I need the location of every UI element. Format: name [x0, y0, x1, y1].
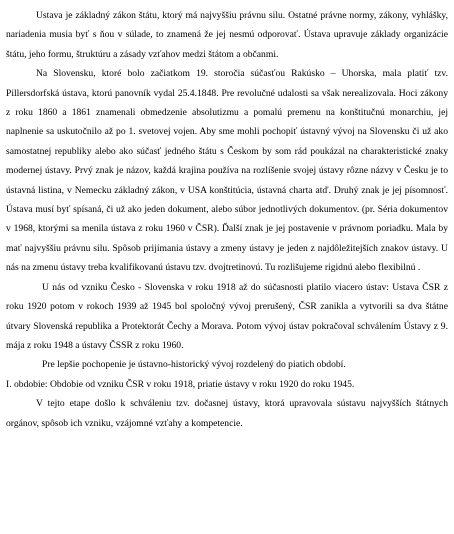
paragraph-first-period-detail: V tejto etape došlo k schváleniu tzv. dočasnej ústavy, ktorá upravovala sústavu najvyšších štátnych orgánov, spôsob ich vzniku, vzájomné vzťahy a kompetencie. — [6, 398, 448, 429]
paragraph-historical-development: Na Slovensku, ktoré bolo začiatkom 19. storočia súčasťou Rakúsko – Uhorska, mala platiť tzv. Pillersdorfská ústava, ktorú panovník vydal 25.4.1848. Pre revolučné udalosti sa však nerealizovala. Hoci zákony z roku 1860 a 1861 znamenali obmedzenie absolutizmu a pomalú premenu na konštitučnú monarchiu, jej naplnenie sa uskutočnilo až po 1. svetovej vojen. Aby sme mohli pochopiť ústavný vývoj na Slovensku či už ako samostatnej republiky alebo ako súčasť jedného štátu s Českom by som rád poukázal na charakteristické znaky modernej ústavy. Prvý znak je názov, každá krajina používa na rozlíšenie svojej ústavy rôzne názvy v Česku je to ústavná listina, v Nemecku základný zákon, v USA konštitúcia, ústavná charta atď. Druhý znak je jej písomnosť. Ústava musí byť spísaná, či už ako jeden dokument, alebo súbor jednotlivých dokumentov. (pr. Séria dokumentov v 1968, ktorými sa menila ústava z roku 1960 v ČSR). Ďalší znak je jej postavenie v právnom poriadku. Mala by mať najvyššiu právnu silu. Spôsob prijímania ústavy a zmeny ústavy je jeden z najdôležitejších znakov ústavy. U nás na zmenu ústavy treba kvalifikovanú ústavu tzv. dvojtretinovú. Tu rozlišujeme rigidnú alebo flexibilnú . — [6, 68, 448, 274]
paragraph-five-periods: Pre lepšie pochopenie je ústavno-historický vývoj rozdelený do piatich období. — [42, 359, 346, 371]
paragraph-first-period-heading: I. obdobie: Obdobie od vzniku ČSR v roku 1918, priatie ústavy v roku 1920 do roku 1945. — [6, 378, 355, 390]
paragraph-ustava-definition: Ustava je základný zákon štátu, ktorý má najvyššiu právnu silu. Ostatné právne normy, zákony, vyhlášky, nariadenia musia byť s ňou v súlade, to znamená že jej nesmú odporovať. Ústava upravuje základy organizácie štátu, jeho formu, štruktúru a zásady vzťahov medzi štátom a občanmi. — [6, 10, 448, 60]
paragraph-constitutions-since-1918: U nás od vzniku Česko - Slovenska v roku 1918 až do súčasnosti platilo viacero ústav: Ustava ČSR z roku 1920 potom v rokoch 1939 až 1945 bol spoločný vývoj prerušený, ČSR zanikla a vytvorili sa dva štátne útvary Slovenská republika a Protektorát Čechy a Morava. Potom vývoj ústav pokračoval schválením Ústavy z 9. mája z roku 1948 a ústavy ČSSR z roku 1960. — [6, 281, 448, 351]
document-page — [6, 6, 448, 433]
